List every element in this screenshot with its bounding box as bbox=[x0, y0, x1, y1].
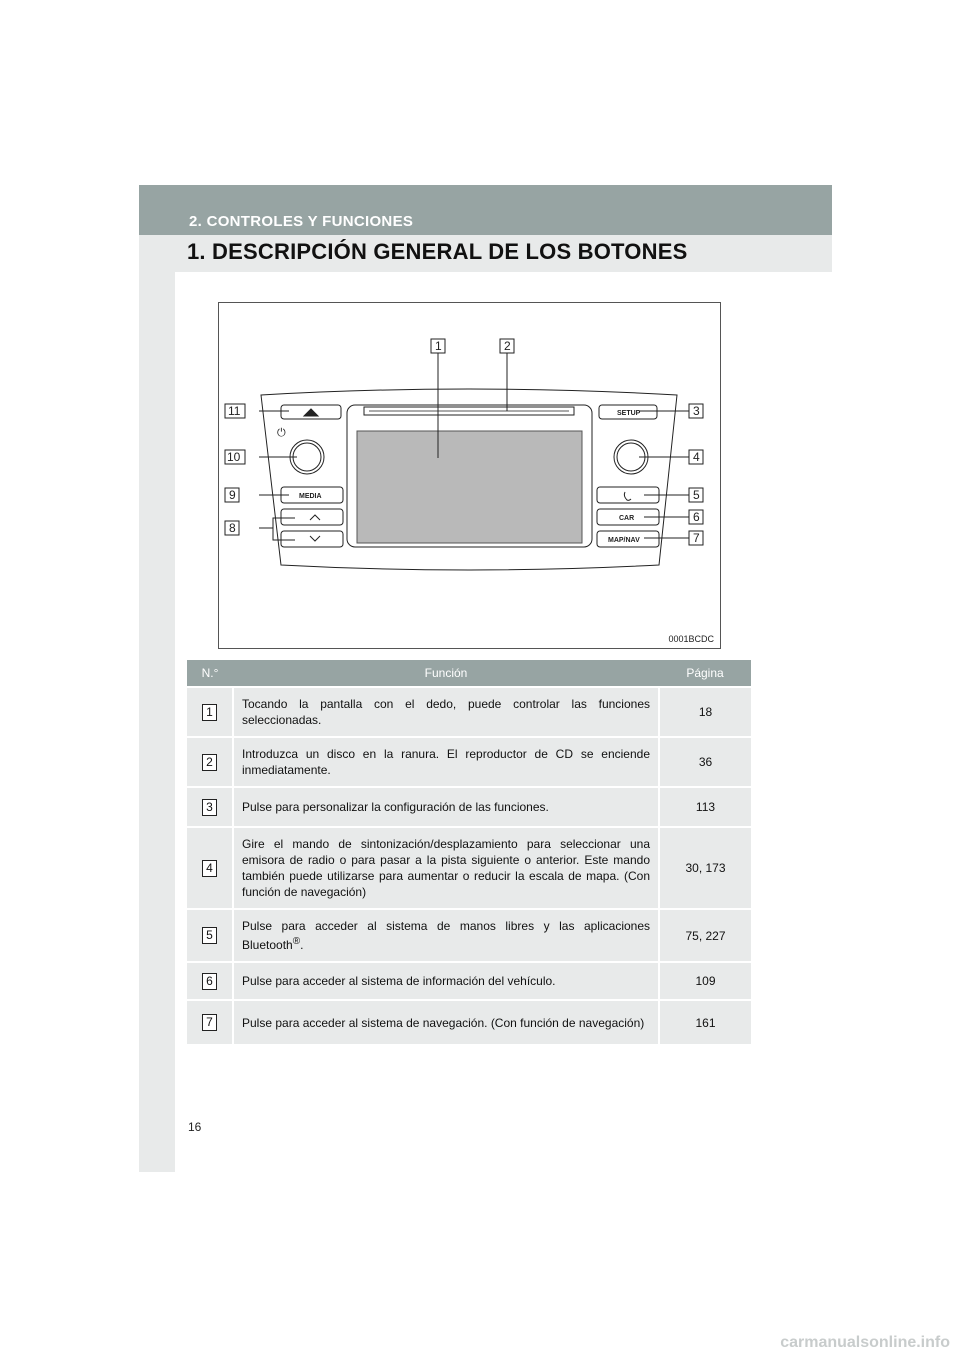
callout-1 bbox=[431, 339, 445, 353]
table-row bbox=[187, 787, 751, 827]
callout-10 bbox=[225, 450, 245, 464]
row-description: Gire el mando de sintonización/desplazamiento para seleccionar una emisora de radio o para pasar a la pista siguiente o anterior. Este mando también puede utilizarse para aumentar o reducir la escala de mapa. (Con función de navegación) bbox=[233, 827, 659, 909]
svg-text:1: 1 bbox=[435, 339, 442, 353]
chevron-down-icon bbox=[310, 536, 320, 541]
table-row bbox=[187, 909, 751, 962]
seek-down-button bbox=[281, 531, 343, 547]
row-page: 18 bbox=[659, 687, 751, 737]
row-description: Pulse para personalizar la configuración de las funciones. bbox=[233, 787, 659, 827]
head-unit-figure bbox=[218, 302, 721, 649]
callout-2 bbox=[500, 339, 514, 353]
media-label: MEDIA bbox=[299, 493, 322, 500]
table-row bbox=[187, 962, 751, 1000]
function-table bbox=[187, 660, 751, 1044]
row-page: 36 bbox=[659, 737, 751, 787]
svg-text:11: 11 bbox=[228, 404, 241, 418]
setup-label: SETUP bbox=[617, 410, 641, 417]
row-number: 4 bbox=[202, 860, 217, 877]
callout-9 bbox=[225, 488, 239, 502]
page-number: 16 bbox=[188, 1120, 202, 1134]
side-strip bbox=[139, 185, 175, 1172]
svg-text:6: 6 bbox=[693, 510, 700, 524]
row-description-text: Pulse para acceder al sistema de manos libres y las aplicaciones Bluetooth bbox=[242, 919, 650, 952]
header-page: Página bbox=[659, 660, 751, 687]
row-number: 1 bbox=[202, 704, 217, 721]
callout-5 bbox=[689, 488, 703, 502]
header-num: N.° bbox=[187, 660, 233, 687]
seek-up-button bbox=[281, 509, 343, 525]
map-nav-label: MAP/NAV bbox=[608, 537, 640, 544]
watermark: carmanualsonline.info bbox=[780, 1334, 950, 1351]
table-header-row bbox=[187, 660, 751, 687]
row-description: Pulse para acceder al sistema de navegación. (Con función de navegación) bbox=[233, 1000, 659, 1044]
row-number: 5 bbox=[202, 927, 217, 944]
row-page: 30, 173 bbox=[659, 827, 751, 909]
row-number: 3 bbox=[202, 799, 217, 816]
svg-text:4: 4 bbox=[693, 450, 700, 464]
svg-text:2: 2 bbox=[504, 339, 511, 353]
car-label: CAR bbox=[619, 515, 635, 522]
row-number: 7 bbox=[202, 1014, 217, 1031]
svg-text:8: 8 bbox=[229, 521, 236, 535]
svg-text:7: 7 bbox=[693, 531, 700, 545]
row-number: 6 bbox=[202, 973, 217, 990]
callout-6 bbox=[689, 510, 703, 524]
row-description bbox=[233, 909, 659, 962]
page-title: 1. DESCRIPCIÓN GENERAL DE LOS BOTONES bbox=[187, 239, 688, 264]
chevron-up-icon bbox=[310, 515, 320, 520]
row-page: 109 bbox=[659, 962, 751, 1000]
callout-8 bbox=[225, 521, 239, 535]
svg-text:9: 9 bbox=[229, 488, 236, 502]
row-description-end: . bbox=[300, 938, 304, 952]
section-label: 2. CONTROLES Y FUNCIONES bbox=[189, 213, 414, 230]
svg-text:10: 10 bbox=[227, 450, 241, 464]
row-description: Tocando la pantalla con el dedo, puede controlar las funciones seleccionadas. bbox=[233, 687, 659, 737]
power-icon: ⏻ bbox=[277, 427, 286, 439]
row-description: Pulse para acceder al sistema de información del vehículo. bbox=[233, 962, 659, 1000]
phone-icon bbox=[624, 492, 631, 500]
row-number: 2 bbox=[202, 754, 217, 771]
row-page: 161 bbox=[659, 1000, 751, 1044]
table-row bbox=[187, 737, 751, 787]
callout-11 bbox=[225, 404, 245, 418]
row-page: 75, 227 bbox=[659, 909, 751, 962]
callout-3 bbox=[689, 404, 703, 418]
header-function: Función bbox=[233, 660, 659, 687]
eject-icon bbox=[304, 409, 318, 416]
row-page: 113 bbox=[659, 787, 751, 827]
svg-text:5: 5 bbox=[693, 488, 700, 502]
callout-4 bbox=[689, 450, 703, 464]
table-row bbox=[187, 1000, 751, 1044]
touch-screen bbox=[357, 431, 582, 543]
callout-7 bbox=[689, 531, 703, 545]
figure-code: 0001BCDC bbox=[668, 634, 714, 644]
row-description: Introduzca un disco en la ranura. El reproductor de CD se enciende inmediatamente. bbox=[233, 737, 659, 787]
head-unit-illustration bbox=[219, 303, 722, 650]
svg-text:3: 3 bbox=[693, 404, 700, 418]
table-row bbox=[187, 687, 751, 737]
table-row bbox=[187, 827, 751, 909]
registered-mark: ® bbox=[292, 936, 301, 947]
